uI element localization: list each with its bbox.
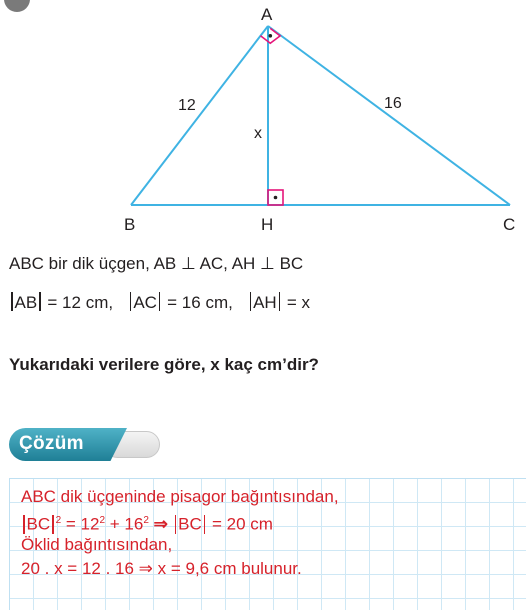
- exponent: 2: [143, 515, 149, 526]
- vertex-label-h: H: [261, 215, 274, 234]
- bc-name: BC: [26, 514, 51, 534]
- solution-line-1: ABC dik üçgeninde pisagor bağıntısından,: [21, 487, 339, 506]
- solution-badge: [9, 428, 160, 461]
- triangle-figure: [0, 0, 526, 240]
- solution-line-2: [21, 509, 339, 533]
- side-ab: [131, 26, 268, 205]
- solution-box: [9, 478, 526, 610]
- ac-value: = 16 cm,: [162, 293, 233, 312]
- right-angle-dot-a: [269, 34, 273, 38]
- plus-part: + 16: [105, 514, 144, 534]
- vertex-label-b: B: [124, 215, 136, 234]
- solution-line-4: 20 . x = 12 . 16 ⇒ x = 9,6 cm bulunur.: [21, 559, 302, 578]
- badge-label: Çözüm: [19, 433, 84, 454]
- abs-bar: [159, 292, 161, 311]
- question-text: Yukarıdaki verilere göre, x kaç cm’dir?: [9, 355, 319, 374]
- abs-bar: [23, 515, 25, 534]
- abs-bar: [204, 515, 206, 534]
- given-line-1: ABC bir dik üçgen, AB ⊥ AC, AH ⊥ BC: [9, 254, 304, 273]
- abs-bar: [279, 292, 281, 311]
- ah-value: = x: [282, 293, 311, 312]
- abs-bar: [250, 292, 252, 311]
- abs-bar: [11, 292, 13, 311]
- abs-bar: [52, 515, 54, 534]
- implies-arrow: ⇒: [148, 514, 173, 534]
- side-label-ac: 16: [384, 95, 402, 112]
- side-ac: [268, 26, 510, 205]
- exponent: 2: [55, 515, 62, 526]
- vertex-label-c: C: [503, 215, 516, 234]
- triangle-lines: [131, 26, 510, 205]
- ab-name: AB: [14, 293, 38, 312]
- bc-name: BC: [178, 514, 202, 534]
- ac-name: AC: [133, 293, 157, 312]
- abs-bar: [130, 292, 132, 311]
- side-label-ab: 12: [178, 97, 196, 114]
- abs-bar: [39, 292, 41, 311]
- exponent: 2: [99, 515, 106, 526]
- bc-result: = 20 cm: [207, 514, 273, 534]
- vertex-label-a: A: [261, 5, 273, 24]
- ah-name: AH: [253, 293, 277, 312]
- altitude-label: x: [254, 125, 262, 142]
- given-line-2: [9, 292, 310, 313]
- abs-bar: [175, 515, 177, 534]
- solution-line-3: Öklid bağıntısından,: [21, 535, 173, 554]
- eq-part: = 12: [61, 514, 100, 534]
- right-angle-dot-h: [274, 196, 278, 200]
- ab-value: = 12 cm,: [42, 293, 114, 312]
